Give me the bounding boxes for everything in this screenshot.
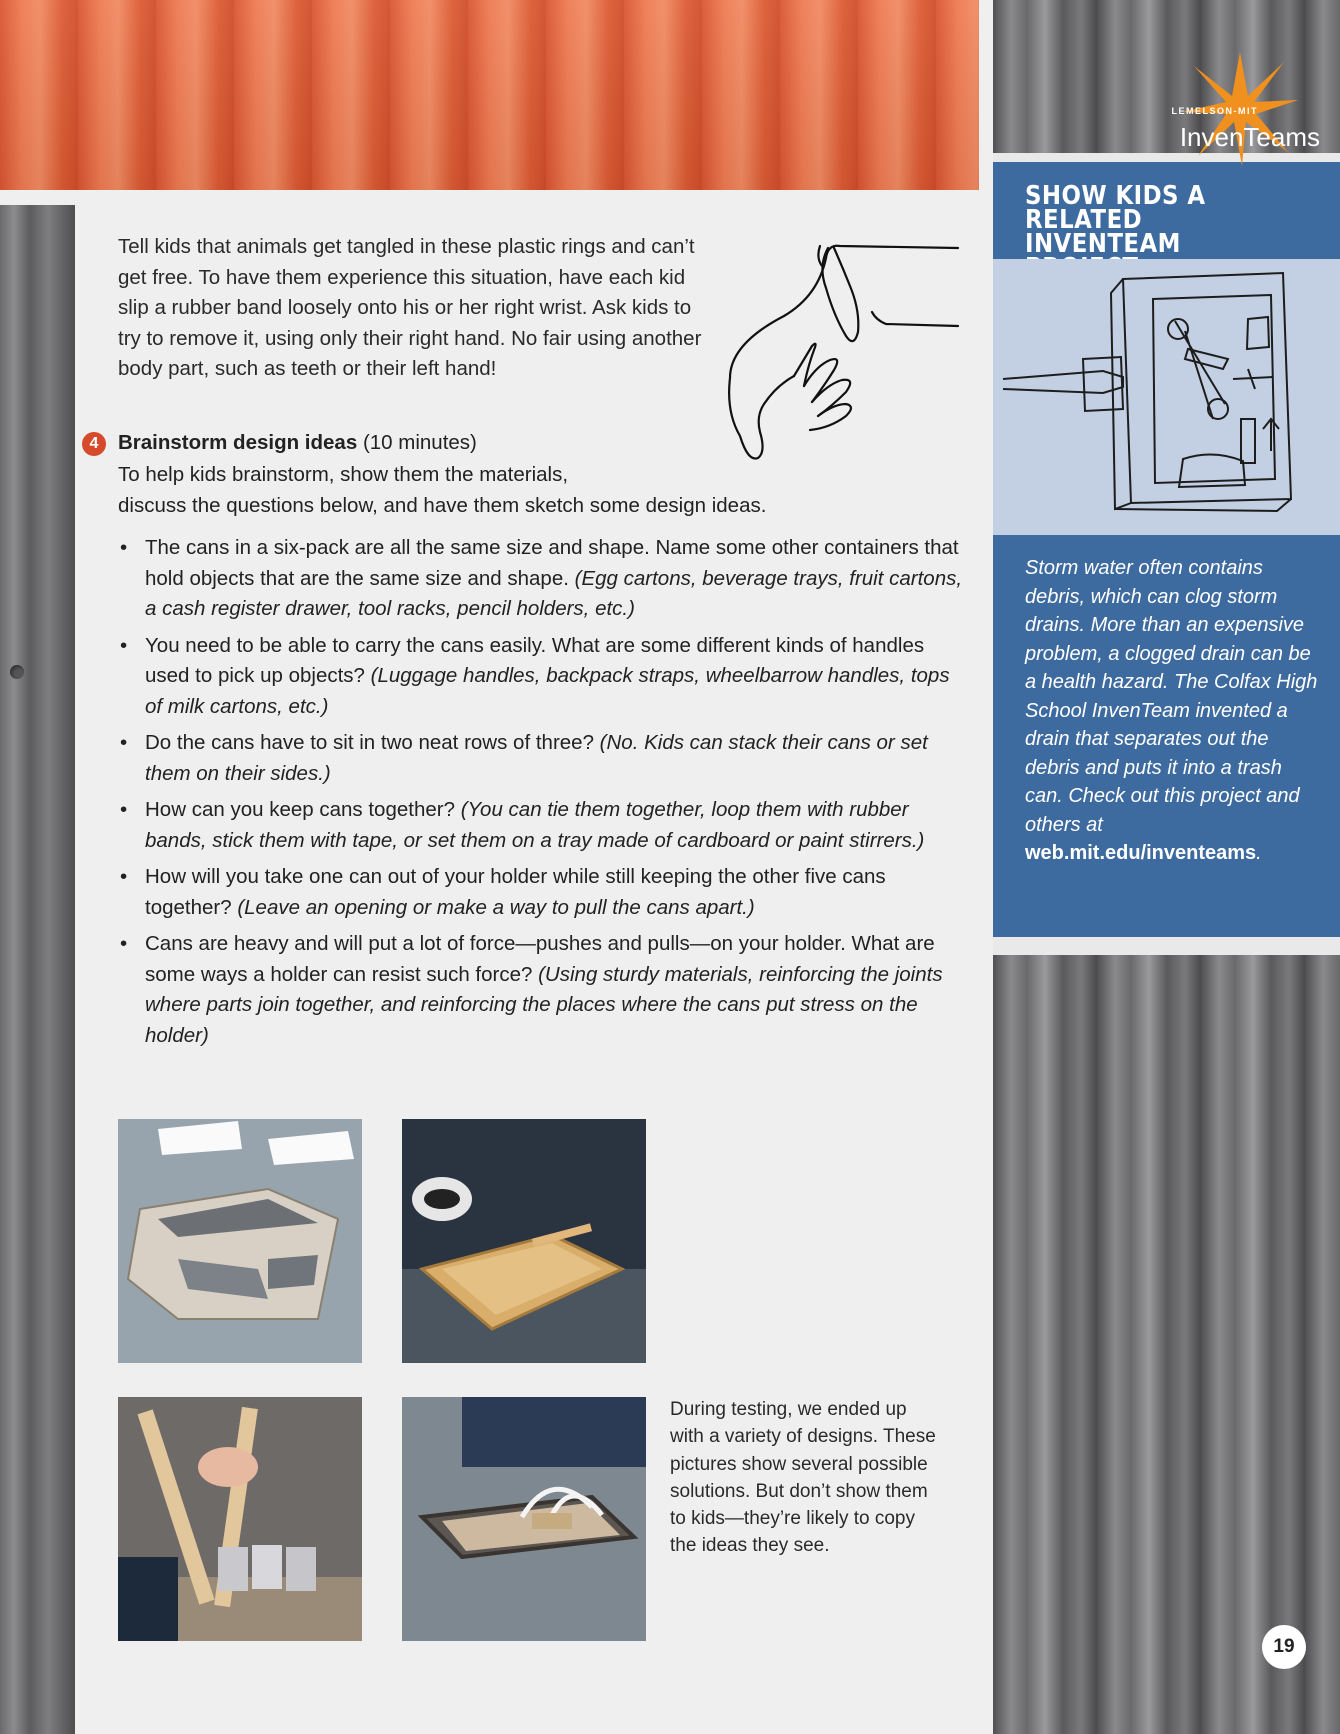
list-item bbox=[118, 728, 968, 789]
step-number-badge: 4 bbox=[82, 432, 106, 456]
can-carrier-photo-icon bbox=[118, 1397, 362, 1641]
answer-text: (No. Kids can stack their cans or set them on their sides.) bbox=[145, 731, 928, 785]
list-item bbox=[118, 862, 968, 923]
page-number: 19 bbox=[1262, 1625, 1306, 1669]
intro-paragraph: Tell kids that animals get tangled in these plastic rings and can’t get free. To have them experience this situation, have each kid slip a rubber band loosely onto his or her right wrist. Ask kids to try to remove it, using only their right hand. No fair using another body part, such as teeth or their left hand! bbox=[118, 235, 702, 380]
step-title: Brainstorm design ideas bbox=[118, 431, 358, 454]
hand-rubber-band-illustration bbox=[700, 236, 970, 468]
rivet-icon bbox=[10, 665, 24, 679]
list-item bbox=[118, 533, 968, 625]
cardboard-tray-photo-icon bbox=[402, 1119, 646, 1363]
storm-drain-illustration bbox=[993, 259, 1340, 535]
related-project-card bbox=[993, 162, 1340, 937]
step-heading bbox=[118, 428, 477, 459]
answer-text: (You can tie them together, loop them with rubber bands, stick them with tape, or set them on a tray made of cardboard or paint stirrers.) bbox=[145, 798, 925, 852]
related-project-text bbox=[1025, 554, 1325, 868]
question-text: The cans in a six-pack are all the same size and shape. Name some other containers that hold objects that are the same size and shape. bbox=[145, 536, 959, 590]
answer-text: (Luggage handles, backpack straps, wheelbarrow handles, tops of milk cartons, etc.) bbox=[145, 664, 950, 718]
brainstorm-questions-list bbox=[118, 533, 968, 1057]
sidebar-metal-bottom bbox=[993, 955, 1340, 1734]
step-line-2: discuss the questions below, and have them sketch some design ideas. bbox=[118, 493, 767, 517]
answer-text: (Egg cartons, beverage trays, fruit cartons, a cash register drawer, tool racks, pencil holders, etc.) bbox=[145, 566, 963, 620]
related-project-title: SHOW KIDS A RELATED INVENTEAM bbox=[1025, 181, 1206, 259]
right-sidebar bbox=[993, 0, 1340, 1734]
rope-tray-photo-icon bbox=[402, 1397, 646, 1641]
inventeams-label: InvenTeams bbox=[1179, 122, 1320, 152]
lemelson-mit-label: LEMELSON-MIT bbox=[1171, 106, 1258, 116]
photo-cardboard-tray bbox=[402, 1119, 646, 1363]
list-item bbox=[118, 631, 968, 723]
question-text: Do the cans have to sit in two neat rows of three? bbox=[145, 731, 594, 754]
photo-taped-cardboard-box bbox=[118, 1119, 362, 1363]
step-description bbox=[118, 460, 898, 521]
list-item bbox=[118, 795, 968, 856]
top-banner-corrugated bbox=[0, 0, 979, 190]
question-text: How will you take one can out of your holder while still keeping the other five cans together? bbox=[145, 865, 886, 919]
photo-tray-with-rope-handles bbox=[402, 1397, 646, 1641]
inventeams-link[interactable]: web.mit.edu/inventeams bbox=[1025, 842, 1257, 864]
step-duration: (10 minutes) bbox=[362, 431, 477, 454]
step-line-1: To help kids brainstorm, show them the materials, bbox=[118, 463, 569, 486]
answer-text: (Using sturdy materials, reinforcing the joints where parts join together, and reinforcing the places where the cans put stress on the holder) bbox=[145, 962, 943, 1047]
photo-can-carrier-handles bbox=[118, 1397, 362, 1641]
link-suffix: . bbox=[1256, 842, 1262, 864]
photo-caption: During testing, we ended up with a variety of designs. These pictures show several possible solutions. But don’t show them to kids—they’re likely to copy the ideas they see. bbox=[670, 1399, 936, 1557]
cardboard-box-photo-icon bbox=[118, 1119, 362, 1363]
inventeams-logo bbox=[1140, 48, 1320, 168]
question-text: Cans are heavy and will put a lot of force—pushes and pulls—on your holder. What are some ways a holder can resist such force? bbox=[145, 932, 935, 986]
question-text: How can you keep cans together? bbox=[145, 798, 455, 821]
storm-drain-drawing-icon bbox=[993, 259, 1340, 535]
left-metal-strip bbox=[0, 205, 75, 1734]
list-item bbox=[118, 929, 968, 1051]
related-project-body: Storm water often contains debris, which can clog storm drains. More than an expensive problem, a clogged drain can be a health hazard. The Colfax High School InvenTeam invented a drain that separates out the debris and puts it into a trash can. Check out this project and others at bbox=[1025, 557, 1318, 836]
hand-icon bbox=[700, 236, 970, 468]
answer-text: (Leave an opening or make a way to pull the cans apart.) bbox=[237, 895, 755, 919]
question-text: You need to be able to carry the cans easily. What are some different kinds of handles used to pick up objects? bbox=[145, 633, 925, 687]
